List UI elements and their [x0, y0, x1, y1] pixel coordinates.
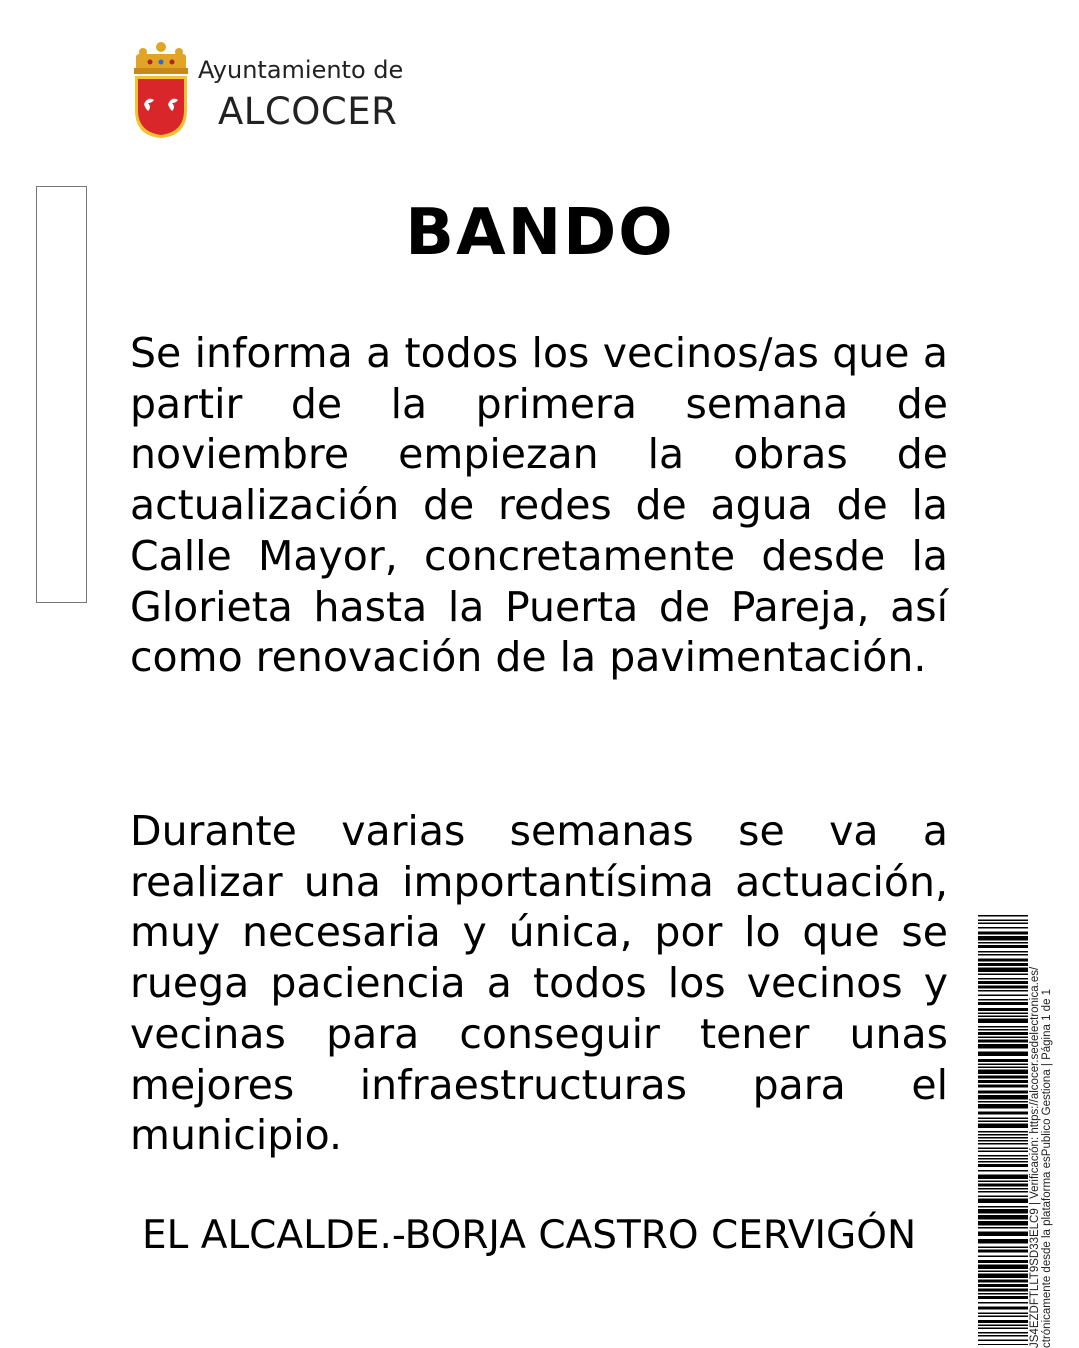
body-paragraph-1: Se informa a todos los vecinos/as que a partir de la primera semana de noviembre empiezan la obras de actualización de redes de agua de la Calle Mayor, concretamente desde la Glorieta hasta la Puerta de Pareja, así como renovación de la pavimentación.: [130, 329, 948, 682]
verification-text: [1029, 966, 1053, 1348]
coat-of-arms-icon: [130, 40, 192, 140]
verification-line-2: ctrónicamente desde la plataforma esPublico Gestiona | Página 1 de 1: [1041, 988, 1053, 1348]
org-prefix: Ayuntamiento de: [198, 56, 404, 84]
crown-icon: [134, 42, 188, 74]
side-margin-box: [36, 186, 87, 603]
org-name: ALCOCER: [218, 90, 398, 133]
document-title: BANDO: [405, 196, 675, 270]
header: [130, 40, 450, 140]
body-paragraph-2: Durante varias semanas se va a realizar una importantísima actuación, muy necesaria y única, por lo que se ruega paciencia a todos los vecinos y vecinas para conseguir tener unas mejores infraestructuras para el municipio.: [130, 807, 948, 1160]
signature: EL ALCALDE.-BORJA CASTRO CERVIGÓN: [142, 1213, 917, 1258]
barcode-icon: [978, 915, 1028, 1345]
verification-line-1: JS4EZDFTLLT9SD33ELC9 | Verificación: https://alcocer.sedelectronica.es/: [1029, 966, 1041, 1348]
